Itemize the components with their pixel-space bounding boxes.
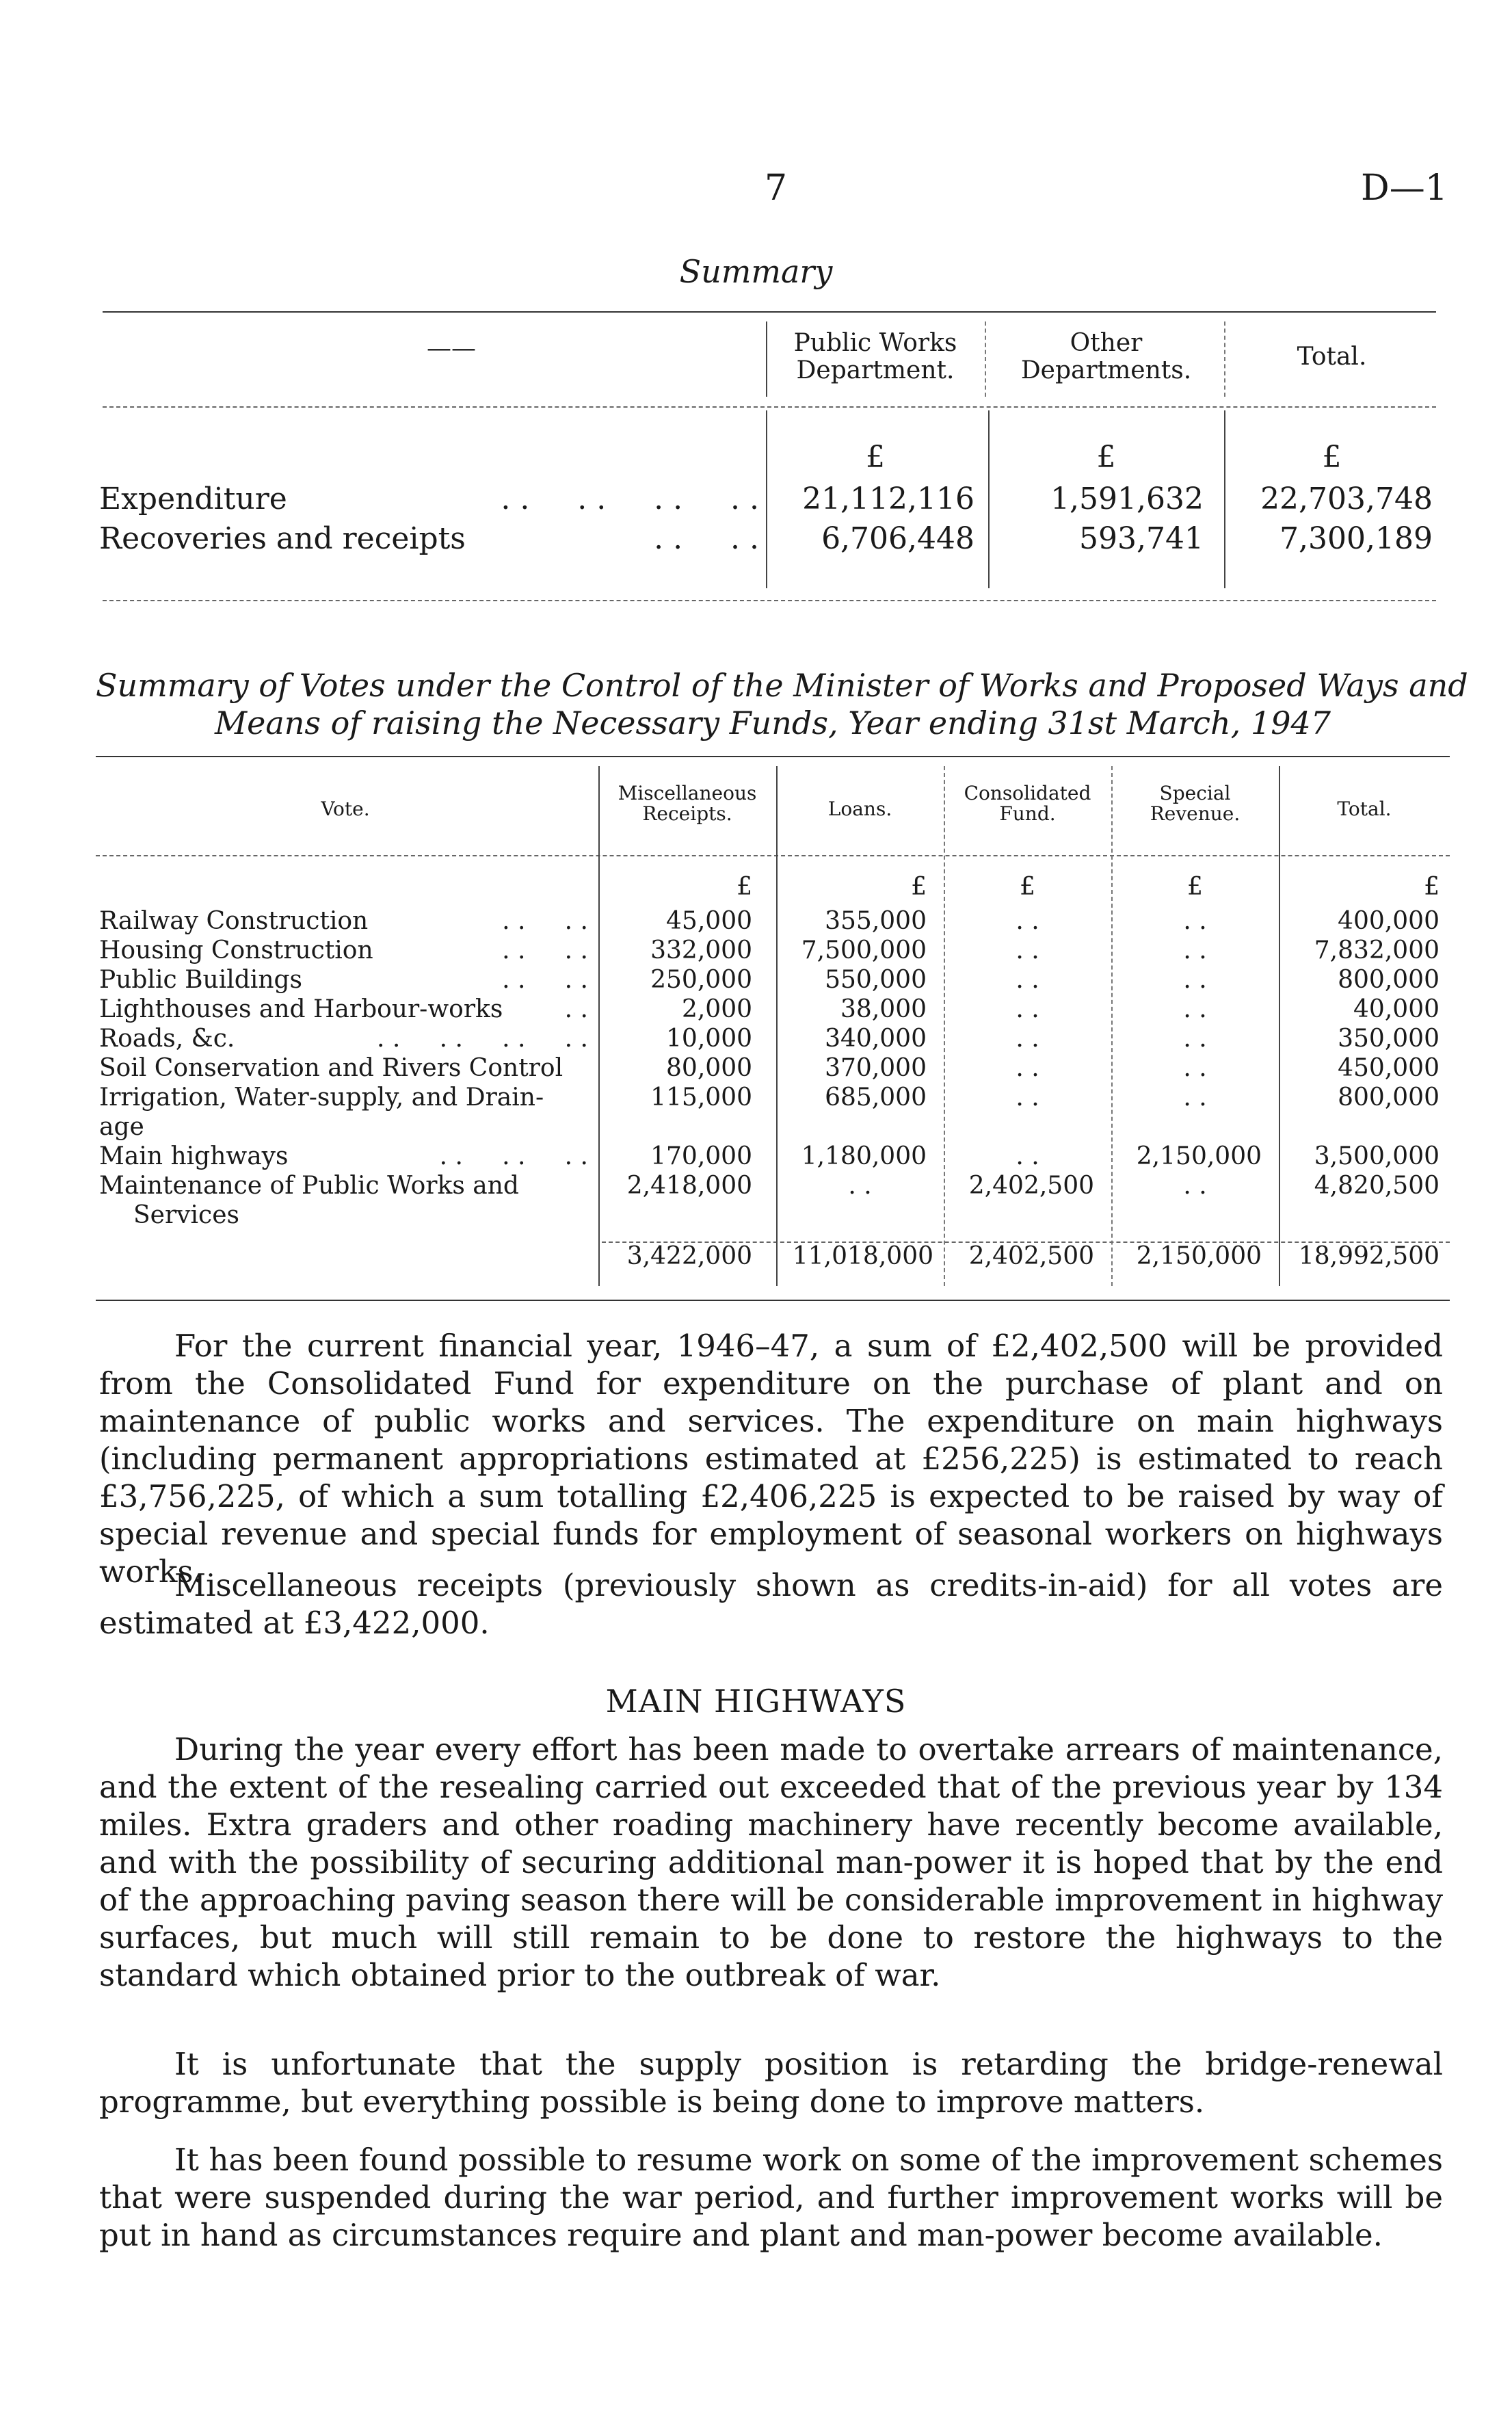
value-loans: 38,000 xyxy=(840,995,927,1023)
value-consolidated-fund: . . xyxy=(1016,907,1039,935)
summary-currency: £ xyxy=(1322,440,1342,475)
value-special-revenue: . . xyxy=(1183,1054,1207,1082)
value-misc-receipts: 170,000 xyxy=(650,1142,752,1170)
row-leader: . . . . xyxy=(502,907,588,935)
section-heading-main-highways: MAIN HIGHWAYS xyxy=(605,1683,907,1720)
row-leader: . . . . . . . . xyxy=(377,1025,588,1053)
value-special-revenue: 2,150,000 xyxy=(1136,1142,1262,1170)
page-number: 7 xyxy=(765,168,788,209)
document-reference: D—1 xyxy=(1361,168,1448,209)
value-total: 450,000 xyxy=(1338,1054,1440,1082)
total-special-revenue: 2,150,000 xyxy=(1136,1242,1262,1270)
value-total: 350,000 xyxy=(1338,1025,1440,1053)
value-special-revenue: . . xyxy=(1183,1172,1207,1200)
value-misc-receipts: 2,000 xyxy=(681,995,752,1023)
value-total: 4,820,500 xyxy=(1314,1172,1440,1200)
vote-label-continuation: Services xyxy=(133,1201,239,1229)
value-total: 40,000 xyxy=(1353,995,1440,1023)
value-consolidated-fund: . . xyxy=(1016,1025,1039,1053)
value-special-revenue: . . xyxy=(1183,907,1207,935)
value-misc-receipts: 332,000 xyxy=(650,936,752,964)
total-total: 18,992,500 xyxy=(1298,1242,1440,1270)
value-misc-receipts: 10,000 xyxy=(666,1025,752,1053)
value-special-revenue: . . xyxy=(1183,1025,1207,1053)
votes-header-consolidated-fund: Consolidated Fund. xyxy=(964,782,1091,825)
value-misc-receipts: 115,000 xyxy=(650,1083,752,1112)
row-leader: . . . . xyxy=(502,936,588,964)
paragraph-bridge-renewal: It is unfortunate that the supply position is retarding the bridge-renewal programme, but everything possible is being done to improve matters. xyxy=(99,2046,1443,2120)
value-loans: 340,000 xyxy=(825,1025,927,1053)
vote-label: Main highways xyxy=(99,1142,289,1170)
value-consolidated-fund: . . xyxy=(1016,1083,1039,1112)
value-special-revenue: . . xyxy=(1183,966,1207,994)
paragraph-improvement-schemes: It has been found possible to resume work on some of the improvement schemes that were suspended during the war period, and further improvement works will be put in hand as circumstances require and plant and man-power become available. xyxy=(99,2142,1443,2253)
value-special-revenue: . . xyxy=(1183,936,1207,964)
value-total: 7,832,000 xyxy=(1314,936,1440,964)
value-loans: 550,000 xyxy=(825,966,927,994)
value-consolidated-fund: 2,402,500 xyxy=(968,1172,1094,1200)
summary-value-other: 1,591,632 xyxy=(1050,482,1204,516)
votes-currency: £ xyxy=(1020,873,1035,901)
value-loans: 355,000 xyxy=(825,907,927,935)
total-misc-receipts: 3,422,000 xyxy=(626,1242,752,1270)
value-total: 400,000 xyxy=(1338,907,1440,935)
value-loans: 685,000 xyxy=(825,1083,927,1112)
summary-header-blank: —— xyxy=(427,334,476,363)
total-loans: 11,018,000 xyxy=(792,1242,933,1270)
value-total: 800,000 xyxy=(1338,966,1440,994)
value-loans: 7,500,000 xyxy=(801,936,927,964)
row-leader: . . . . . . xyxy=(439,1142,588,1170)
value-misc-receipts: 250,000 xyxy=(650,966,752,994)
votes-currency: £ xyxy=(1424,873,1440,901)
summary-value-public-works: 21,112,116 xyxy=(802,482,974,516)
row-label: Expenditure xyxy=(99,482,287,516)
row-label: Recoveries and receipts xyxy=(99,521,466,556)
value-loans: 370,000 xyxy=(825,1054,927,1082)
votes-header-special-revenue: Special Revenue. xyxy=(1150,782,1241,825)
votes-caption-line-1: Summary of Votes under the Control of the Minister of Works and Proposed Ways and xyxy=(96,667,1468,704)
vote-label: Housing Construction xyxy=(99,936,373,964)
paragraph-main-highways: During the year every effort has been made to overtake arrears of maintenance, and the extent of the resealing carried out exceeded that of the previous year by 134 miles. Extra graders and other roading machinery have recently become available, and with the possibility of securing additional man-power it is hoped that by the end of the approaching paving season there will be considerable improvement in highway surfaces, but much will still remain to be done to restore the highways to the standard which obtained prior to the outbreak of war. xyxy=(99,1731,1443,1993)
summary-value-public-works: 6,706,448 xyxy=(821,521,974,556)
value-misc-receipts: 45,000 xyxy=(666,907,752,935)
summary-header-other-departments: Other Departments. xyxy=(1020,329,1192,384)
row-leader: . . . . xyxy=(654,521,759,556)
value-special-revenue: . . xyxy=(1183,995,1207,1023)
value-misc-receipts: 2,418,000 xyxy=(626,1172,752,1200)
value-consolidated-fund: . . xyxy=(1016,995,1039,1023)
row-leader: . . xyxy=(564,995,588,1023)
summary-currency: £ xyxy=(866,440,885,475)
value-special-revenue: . . xyxy=(1183,1083,1207,1112)
votes-header-total: Total. xyxy=(1337,798,1392,820)
vote-label: Public Buildings xyxy=(99,966,303,994)
summary-value-total: 7,300,189 xyxy=(1279,521,1433,556)
value-total: 800,000 xyxy=(1338,1083,1440,1112)
vote-label: Roads, &c. xyxy=(99,1025,235,1053)
value-consolidated-fund: . . xyxy=(1016,1054,1039,1082)
summary-value-other: 593,741 xyxy=(1079,521,1204,556)
summary-header-public-works: Public Works Department. xyxy=(793,329,957,384)
vote-label: Soil Conservation and Rivers Control xyxy=(99,1054,563,1082)
value-misc-receipts: 80,000 xyxy=(666,1054,752,1082)
votes-currency: £ xyxy=(737,873,752,901)
summary-value-total: 22,703,748 xyxy=(1260,482,1433,516)
votes-caption-line-2: Means of raising the Necessary Funds, Year ending 31st March, 1947 xyxy=(215,705,1331,741)
votes-header-misc-receipts: Miscellaneous Receipts. xyxy=(618,782,757,825)
value-loans: . . xyxy=(848,1172,872,1200)
total-consolidated-fund: 2,402,500 xyxy=(968,1242,1094,1270)
value-loans: 1,180,000 xyxy=(801,1142,927,1170)
votes-header-vote: Vote. xyxy=(321,798,370,820)
paragraph-miscellaneous-receipts: Miscellaneous receipts (previously shown as credits-in-aid) for all votes are estimated at £3,422,000. xyxy=(99,1567,1443,1641)
value-total: 3,500,000 xyxy=(1314,1142,1440,1170)
value-consolidated-fund: . . xyxy=(1016,936,1039,964)
votes-header-loans: Loans. xyxy=(827,798,892,820)
vote-label: Railway Construction xyxy=(99,907,369,935)
summary-currency: £ xyxy=(1096,440,1116,475)
paragraph-financial-year: For the current financial year, 1946–47, a sum of £2,402,500 will be provided from the Consolidated Fund for expenditure on the purchase of plant and on maintenance of public works and services. The expenditure on main highways (including permanent appropriations estimated at £256,225) is estimated to reach £3,756,225, of which a sum totalling £2,406,225 is expected to be raised by way of special revenue and special funds for employment of seasonal workers on highways works. xyxy=(99,1328,1443,1590)
vote-label: Maintenance of Public Works and xyxy=(99,1172,519,1200)
summary-caption: Summary xyxy=(679,253,833,290)
value-consolidated-fund: . . xyxy=(1016,966,1039,994)
value-consolidated-fund: . . xyxy=(1016,1142,1039,1170)
summary-header-total: Total. xyxy=(1297,343,1367,371)
votes-currency: £ xyxy=(1187,873,1203,901)
votes-currency: £ xyxy=(911,873,927,901)
row-leader: . . . . xyxy=(502,966,588,994)
vote-label-continuation: age xyxy=(99,1113,144,1141)
vote-label: Irrigation, Water-supply, and Drain- xyxy=(99,1083,544,1112)
row-leader: . . . . . . . . xyxy=(501,482,759,516)
vote-label: Lighthouses and Harbour-works xyxy=(99,995,503,1023)
